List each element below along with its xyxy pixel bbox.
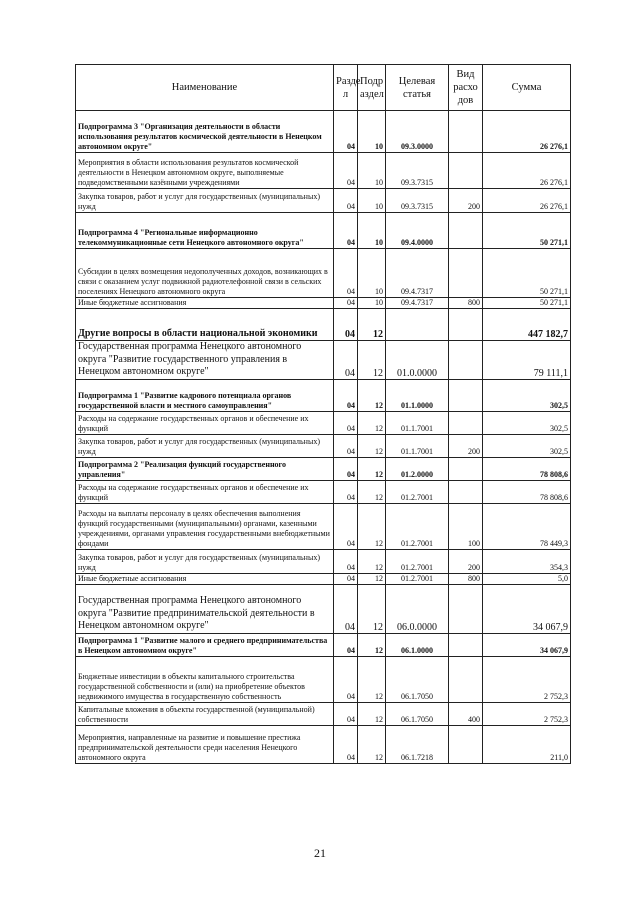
- row-target: 06.1.7050: [386, 656, 449, 702]
- row-podrazdel: 10: [358, 189, 386, 213]
- row-razdel: 04: [334, 656, 358, 702]
- row-sum: 34 067,9: [483, 633, 571, 656]
- row-name: Расходы на выплаты персоналу в целях обеспечения выполнения функций государственными (муниципальными) органами, казенными учреждениями, органами управления государственными внебюджетными фондами: [76, 503, 334, 549]
- row-name: Подпрограмма 1 "Развитие кадрового потенциала органов государственной власти и местного самоуправления": [76, 379, 334, 411]
- table-row: [76, 549, 571, 573]
- row-vid: [449, 725, 483, 763]
- row-vid: [449, 213, 483, 249]
- row-target: 06.1.7218: [386, 725, 449, 763]
- row-target: 09.4.7317: [386, 298, 449, 309]
- row-sum: 211,0: [483, 725, 571, 763]
- row-target: 01.2.0000: [386, 457, 449, 480]
- row-sum: 34 067,9: [483, 584, 571, 633]
- row-podrazdel: 12: [358, 503, 386, 549]
- row-razdel: 04: [334, 111, 358, 153]
- table-row: [76, 457, 571, 480]
- row-podrazdel: 10: [358, 213, 386, 249]
- row-name: Закупка товаров, работ и услуг для государственных (муниципальных) нужд: [76, 189, 334, 213]
- row-sum: 79 111,1: [483, 341, 571, 380]
- row-vid: [449, 411, 483, 434]
- row-name: Закупка товаров, работ и услуг для государственных (муниципальных) нужд: [76, 549, 334, 573]
- row-target: 06.1.0000: [386, 633, 449, 656]
- row-target: 06.1.7050: [386, 702, 449, 725]
- row-podrazdel: 12: [358, 549, 386, 573]
- row-name: Расходы на содержание государственных органов и обеспечение их функций: [76, 480, 334, 503]
- row-vid: 200: [449, 434, 483, 457]
- row-target: 09.3.0000: [386, 111, 449, 153]
- table-row: [76, 153, 571, 189]
- budget-document: [75, 64, 570, 764]
- row-razdel: 04: [334, 702, 358, 725]
- row-name: Другие вопросы в области национальной экономики: [76, 309, 334, 341]
- row-sum: 50 271,1: [483, 249, 571, 298]
- row-razdel: 04: [334, 249, 358, 298]
- row-razdel: 04: [334, 189, 358, 213]
- row-name: Подпрограмма 2 "Реализация функций государственного управления": [76, 457, 334, 480]
- row-vid: 200: [449, 549, 483, 573]
- row-podrazdel: 12: [358, 480, 386, 503]
- row-name: Подпрограмма 4 "Региональные информационно телекоммуникационные сети Ненецкого автономного округа": [76, 213, 334, 249]
- page-number: 21: [314, 846, 326, 860]
- header-vid: Вид расхо дов: [449, 65, 483, 111]
- row-vid: 100: [449, 503, 483, 549]
- row-vid: 800: [449, 573, 483, 584]
- row-podrazdel: 12: [358, 434, 386, 457]
- table-row: [76, 379, 571, 411]
- row-sum: 78 449,3: [483, 503, 571, 549]
- row-sum: 302,5: [483, 411, 571, 434]
- row-name: Закупка товаров, работ и услуг для государственных (муниципальных) нужд: [76, 434, 334, 457]
- row-razdel: 04: [334, 153, 358, 189]
- row-sum: 50 271,1: [483, 298, 571, 309]
- table-row: [76, 189, 571, 213]
- row-sum: 5,0: [483, 573, 571, 584]
- row-podrazdel: 12: [358, 457, 386, 480]
- row-name: Государственная программа Ненецкого автономного округа "Развитие предпринимательской деятельности в Ненецком автономном округе": [76, 584, 334, 633]
- row-name: Государственная программа Ненецкого автономного округа "Развитие государственного управления в Ненецком автономном округе": [76, 341, 334, 380]
- table-row: [76, 341, 571, 380]
- table-row: [76, 633, 571, 656]
- row-podrazdel: 12: [358, 633, 386, 656]
- row-target: 09.4.0000: [386, 213, 449, 249]
- row-name: Капитальные вложения в объекты государственной (муниципальной) собственности: [76, 702, 334, 725]
- row-vid: [449, 457, 483, 480]
- row-name: Мероприятия, направленные на развитие и повышение престижа предпринимательской деятельности среди населения Ненецкого автономного округа: [76, 725, 334, 763]
- table-row: [76, 411, 571, 434]
- row-target: 01.1.0000: [386, 379, 449, 411]
- row-podrazdel: 12: [358, 725, 386, 763]
- table-header-row: [76, 65, 571, 111]
- row-vid: [449, 584, 483, 633]
- header-target: Целевая статья: [386, 65, 449, 111]
- row-razdel: 04: [334, 725, 358, 763]
- row-podrazdel: 12: [358, 584, 386, 633]
- row-sum: 26 276,1: [483, 189, 571, 213]
- row-razdel: 04: [334, 434, 358, 457]
- header-sum: Сумма: [483, 65, 571, 111]
- row-podrazdel: 12: [358, 411, 386, 434]
- row-sum: 26 276,1: [483, 153, 571, 189]
- row-vid: [449, 111, 483, 153]
- row-target: 01.1.7001: [386, 411, 449, 434]
- row-sum: 26 276,1: [483, 111, 571, 153]
- table-row: [76, 111, 571, 153]
- row-target: 01.0.0000: [386, 341, 449, 380]
- row-sum: 302,5: [483, 434, 571, 457]
- row-podrazdel: 12: [358, 341, 386, 380]
- header-razdel: Разде л: [334, 65, 358, 111]
- table-row: [76, 480, 571, 503]
- row-sum: 78 808,6: [483, 457, 571, 480]
- row-vid: [449, 480, 483, 503]
- row-vid: [449, 153, 483, 189]
- row-name: Бюджетные инвестиции в объекты капитального строительства государственной собственности и (или) на приобретение объектов недвижимого имущества в государственную собственность: [76, 656, 334, 702]
- row-name: Расходы на содержание государственных органов и обеспечение их функций: [76, 411, 334, 434]
- row-podrazdel: 10: [358, 298, 386, 309]
- row-razdel: 04: [334, 480, 358, 503]
- row-podrazdel: 10: [358, 111, 386, 153]
- row-sum: 302,5: [483, 379, 571, 411]
- row-razdel: 04: [334, 633, 358, 656]
- table-row: [76, 584, 571, 633]
- row-razdel: 04: [334, 457, 358, 480]
- row-name: Иные бюджетные ассигнования: [76, 573, 334, 584]
- row-sum: 2 752,3: [483, 656, 571, 702]
- row-sum: 78 808,6: [483, 480, 571, 503]
- row-razdel: 04: [334, 379, 358, 411]
- row-name: Мероприятия в области использования результатов космической деятельности в Ненецком автономном округе, выполняемые подведомственными казёнными учреждениями: [76, 153, 334, 189]
- row-sum: 50 271,1: [483, 213, 571, 249]
- table-row: [76, 249, 571, 298]
- row-razdel: 04: [334, 411, 358, 434]
- row-target: 01.2.7001: [386, 503, 449, 549]
- row-podrazdel: 10: [358, 249, 386, 298]
- table-row: [76, 213, 571, 249]
- row-target: 06.0.0000: [386, 584, 449, 633]
- row-target: 09.3.7315: [386, 189, 449, 213]
- row-podrazdel: 12: [358, 702, 386, 725]
- row-vid: [449, 341, 483, 380]
- row-name: Иные бюджетные ассигнования: [76, 298, 334, 309]
- row-target: [386, 309, 449, 341]
- row-podrazdel: 12: [358, 379, 386, 411]
- table-row: [76, 702, 571, 725]
- row-target: 09.4.7317: [386, 249, 449, 298]
- row-name: Подпрограмма 1 "Развитие малого и среднего предпринимательства в Ненецком автономном округе": [76, 633, 334, 656]
- row-podrazdel: 10: [358, 153, 386, 189]
- row-podrazdel: 12: [358, 573, 386, 584]
- table-row: [76, 298, 571, 309]
- row-target: 01.2.7001: [386, 549, 449, 573]
- row-name: Субсидии в целях возмещения недополученных доходов, возникающих в связи с оказанием услуг подвижной радиотелефонной связи в сельских поселениях Ненецкого автономного округа: [76, 249, 334, 298]
- table-body: [76, 111, 571, 764]
- row-razdel: 04: [334, 298, 358, 309]
- row-vid: [449, 633, 483, 656]
- row-razdel: 04: [334, 213, 358, 249]
- row-razdel: 04: [334, 341, 358, 380]
- row-razdel: 04: [334, 573, 358, 584]
- row-razdel: 04: [334, 584, 358, 633]
- row-vid: 400: [449, 702, 483, 725]
- row-razdel: 04: [334, 503, 358, 549]
- table-row: [76, 573, 571, 584]
- row-sum: 354,3: [483, 549, 571, 573]
- row-vid: [449, 309, 483, 341]
- table-row: [76, 503, 571, 549]
- row-razdel: 04: [334, 549, 358, 573]
- row-target: 01.2.7001: [386, 480, 449, 503]
- table-row: [76, 656, 571, 702]
- row-vid: 200: [449, 189, 483, 213]
- row-vid: [449, 656, 483, 702]
- header-podrazdel: Подр аздел: [358, 65, 386, 111]
- row-razdel: 04: [334, 309, 358, 341]
- table-row: [76, 309, 571, 341]
- row-target: 01.2.7001: [386, 573, 449, 584]
- row-target: 01.1.7001: [386, 434, 449, 457]
- row-vid: [449, 249, 483, 298]
- budget-table: [75, 64, 571, 764]
- table-row: [76, 434, 571, 457]
- row-target: 09.3.7315: [386, 153, 449, 189]
- row-sum: 2 752,3: [483, 702, 571, 725]
- row-name: Подпрограмма 3 "Организация деятельности в области использования результатов космической деятельности в Ненецком автономном округе": [76, 111, 334, 153]
- row-vid: [449, 379, 483, 411]
- row-podrazdel: 12: [358, 656, 386, 702]
- row-podrazdel: 12: [358, 309, 386, 341]
- header-name: Наименование: [76, 65, 334, 111]
- row-vid: 800: [449, 298, 483, 309]
- row-sum: 447 182,7: [483, 309, 571, 341]
- table-row: [76, 725, 571, 763]
